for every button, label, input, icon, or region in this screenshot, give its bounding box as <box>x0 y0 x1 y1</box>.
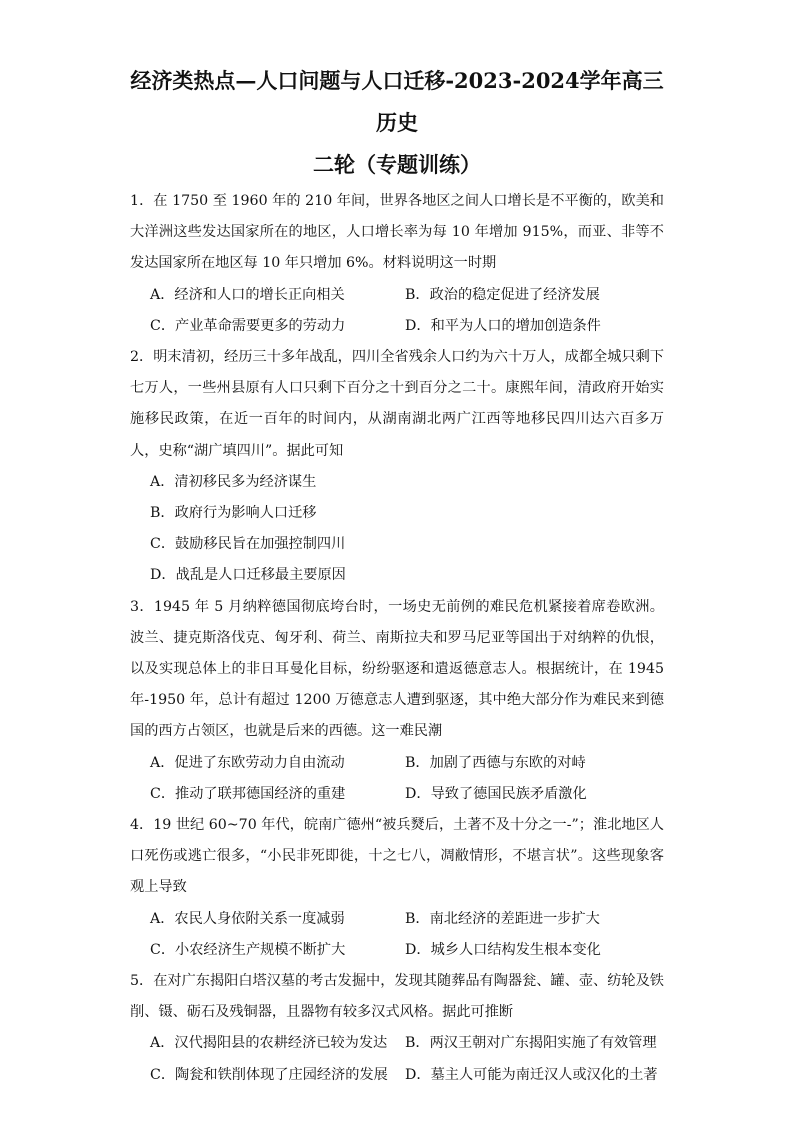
question-stem: 2．明末清初，经历三十多年战乱，四川全省残余人口约为六十万人，成都全城只剩下七万人，一些州县原有人口只剩下百分之十到百分之二十。康熙年间，清政府开始实施移民政策，在近一百年的时间内，从湖南湖北两广江西等地移民四川达六百多万人，史称“湖广填四川”。据此可知 <box>130 349 664 459</box>
question-3 <box>130 592 664 810</box>
options <box>130 1028 664 1090</box>
question-stem: 5．在对广东揭阳白塔汉墓的考古发掘中，发现其随葬品有陶器瓮、罐、壶、纺轮及铁削、镊、砺石及残铜器，且器物有较多汉式风格。据此可推断 <box>130 973 664 1021</box>
options <box>130 467 664 592</box>
question-stem: 1．在 1750 至 1960 年的 210 年间，世界各地区之间人口增长是不平衡的，欧美和大洋洲这些发达国家所在的地区，人口增长率为每 10 年增加 915%，而亚、非等不发达国家所在地区每 10 年只增加 6%。材料说明这一时期 <box>130 193 664 272</box>
option-c: C．推动了联邦德国经济的重建 <box>150 785 346 802</box>
option-d: D．城乡人口结构发生根本变化 <box>405 941 601 958</box>
document-title <box>130 60 664 186</box>
option-a: A．汉代揭阳县的农耕经济已较为发达 <box>150 1035 388 1052</box>
option-c: C．小农经济生产规模不断扩大 <box>150 941 346 958</box>
options <box>130 748 664 810</box>
option-d: D．和平为人口的增加创造条件 <box>405 317 601 334</box>
option-b: B．南北经济的差距进一步扩大 <box>405 910 600 927</box>
option-a: A．经济和人口的增长正向相关 <box>150 286 345 303</box>
option-d: D．墓主人可能为南迁汉人或汉化的土著 <box>405 1066 658 1083</box>
option-a: A．清初移民多为经济谋生 <box>150 473 317 490</box>
option-c: C．产业革命需要更多的劳动力 <box>150 317 346 334</box>
option-c: C．鼓励移民旨在加强控制四川 <box>150 536 346 553</box>
options <box>130 904 664 966</box>
option-a: A．农民人身依附关系一度减弱 <box>150 910 345 927</box>
title-line-1: 经济类热点—人口问题与人口迁移-2023-2024学年高三历史 <box>130 68 664 135</box>
option-b: B．两汉王朝对广东揭阳实施了有效管理 <box>405 1035 657 1052</box>
option-b: B．加剧了西德与东欧的对峙 <box>405 754 586 771</box>
title-line-2: 二轮（专题训练） <box>313 152 481 177</box>
options <box>130 280 664 342</box>
option-b: B．政府行为影响人口迁移 <box>150 505 317 522</box>
question-1 <box>130 186 664 342</box>
question-stem: 4．19 世纪 60~70 年代，皖南广德州“被兵燹后，土著不及十分之一-”；淮北地区人口死伤或逃亡很多，“小民非死即徙，十之七八，凋敝情形，不堪言状”。这些现象客观上导致 <box>130 817 664 896</box>
option-b: B．政治的稳定促进了经济发展 <box>405 286 600 303</box>
option-a: A．促进了东欧劳动力自由流动 <box>150 754 345 771</box>
question-2 <box>130 342 664 592</box>
option-d: D．导致了德国民族矛盾激化 <box>405 785 587 802</box>
option-d: D．战乱是人口迁移最主要原因 <box>150 567 346 584</box>
option-c: C．陶瓮和铁削体现了庄园经济的发展 <box>150 1066 388 1083</box>
question-4 <box>130 810 664 966</box>
question-stem: 3．1945 年 5 月纳粹德国彻底垮台时，一场史无前例的难民危机紧接着席卷欧洲。波兰、捷克斯洛伐克、匈牙利、荷兰、南斯拉夫和罗马尼亚等国出于对纳粹的仇恨，以及实现总体上的非日耳曼化目标，纷纷驱逐和遣返德意志人。根据统计，在 1945 年-1950 年，总计有超过 1200 万德意志人遭到驱逐，其中绝大部分作为难民来到德国的西方占领区，也就是后来的西德。这一难民潮 <box>130 598 664 740</box>
question-5 <box>130 966 664 1091</box>
